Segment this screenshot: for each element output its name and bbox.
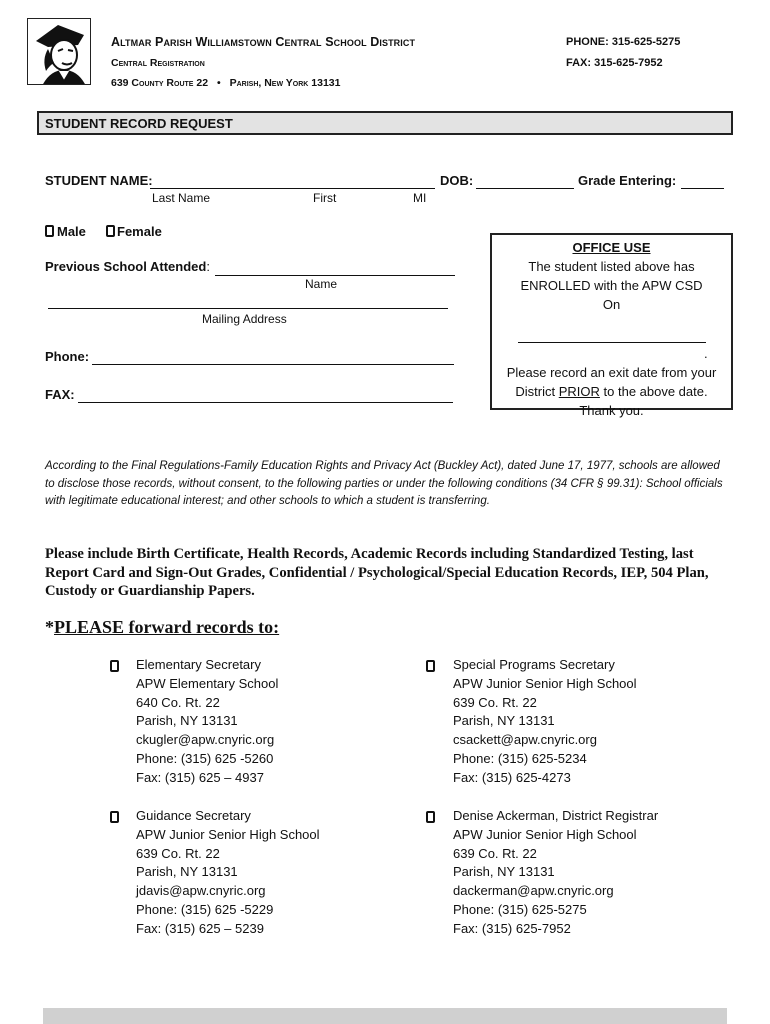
district-fax: FAX: 315-625-7952 (566, 57, 663, 69)
required-records-notice: Please include Birth Certificate, Health Records, Academic Records including Standardized Testing, last Report Card and Sign-Out Grades, Confidential / Psychological/Special Education Records, IEP, 504 Plan, Custody or Guardianship Papers. (45, 546, 709, 599)
ferpa-notice: According to the Final Regulations-Family Education Rights and Privacy Act (Buckley Act), dated June 17, 1977, schools are allowed to disclose those records, without consent, to the following parties or under the following conditions (34 CFR § 99.31): School officials with legitimate educational interest; and other schools to which a student is transferring. (45, 460, 723, 507)
special-programs-secretary-checkbox[interactable] (426, 660, 435, 672)
district-address (111, 77, 340, 89)
forward-records-heading: *PLEASE forward records to: (45, 617, 280, 637)
student-name-field[interactable] (150, 188, 435, 189)
office-use-period: . (704, 346, 708, 361)
male-checkbox[interactable] (45, 225, 54, 237)
form-title: STUDENT RECORD REQUEST (45, 116, 233, 131)
bottom-bar (43, 1008, 727, 1024)
student-name-label: STUDENT NAME: (45, 173, 153, 188)
office-use-line-3: On (602, 297, 621, 312)
office-use-line-5: District PRIOR to the above date. (515, 384, 708, 399)
fax-field[interactable] (78, 402, 453, 403)
phone-field[interactable] (92, 364, 454, 365)
school-name-caption: Name (305, 277, 338, 291)
dob-field[interactable] (476, 188, 574, 189)
district-registrar-checkbox[interactable] (426, 811, 435, 823)
district-name: Altmar Parish Williamstown Central School District (111, 35, 416, 49)
office-use-box (490, 233, 733, 418)
phone-label: Phone: (45, 349, 90, 364)
female-checkbox[interactable] (106, 225, 115, 237)
office-use-title: OFFICE USE (572, 240, 651, 255)
elementary-secretary-checkbox[interactable] (110, 660, 119, 672)
office-use-line-4: Please record an exit date from your (506, 365, 717, 380)
contact-special-programs-secretary: Special Programs Secretary APW Junior Senior High School 639 Co. Rt. 22 Parish, NY 13131 csackett@apw.cnyric.org Phone: (315) 625-5234 Fax: (315) 625-4273 (453, 657, 637, 785)
mailing-address-caption: Mailing Address (202, 312, 287, 326)
mailing-address-field[interactable] (48, 308, 448, 309)
enrollment-date-field[interactable] (518, 329, 706, 343)
street-address: 639 County Route 22 (111, 77, 209, 89)
office-use-line-2: ENROLLED with the APW CSD (520, 278, 703, 293)
contact-guidance-secretary: Guidance Secretary APW Junior Senior High School 639 Co. Rt. 22 Parish, NY 13131 jdavis@apw.cnyric.org Phone: (315) 625 -5229 Fax: (315) 625 – 5239 (136, 808, 320, 936)
previous-school-name-field[interactable] (215, 275, 455, 276)
department-name: Central Registration (111, 57, 205, 69)
address-separator: • (216, 77, 221, 89)
office-use-date-row (492, 329, 731, 363)
female-label: Female (117, 224, 162, 239)
contact-elementary-secretary: Elementary Secretary APW Elementary School 640 Co. Rt. 22 Parish, NY 13131 ckugler@apw.cnyric.org Phone: (315) 625 -5260 Fax: (315) 625 – 4937 (136, 657, 279, 785)
male-label: Male (57, 224, 86, 239)
office-use-line-6: Thank you. (579, 403, 644, 418)
grade-entering-label: Grade Entering: (578, 173, 677, 188)
dob-label: DOB: (440, 173, 474, 188)
patriot-mascot-icon (28, 19, 91, 85)
previous-school-label: Previous School Attended: (45, 259, 210, 274)
guidance-secretary-checkbox[interactable] (110, 811, 119, 823)
city-state-zip: Parish, New York 13131 (229, 77, 341, 89)
office-use-line-1: The student listed above has (528, 259, 695, 274)
district-phone: PHONE: 315-625-5275 (566, 36, 681, 48)
fax-label: FAX: (45, 387, 75, 402)
last-name-caption: Last Name (152, 191, 211, 205)
contact-district-registrar: Denise Ackerman, District Registrar APW Junior Senior High School 639 Co. Rt. 22 Parish, NY 13131 dackerman@apw.cnyric.org Phone: (315) 625-5275 Fax: (315) 625-7952 (453, 808, 659, 936)
grade-entering-field[interactable] (681, 188, 724, 189)
first-name-caption: First (313, 191, 337, 205)
form-title-bar (37, 111, 733, 135)
middle-initial-caption: MI (413, 191, 427, 205)
district-logo (27, 18, 91, 85)
